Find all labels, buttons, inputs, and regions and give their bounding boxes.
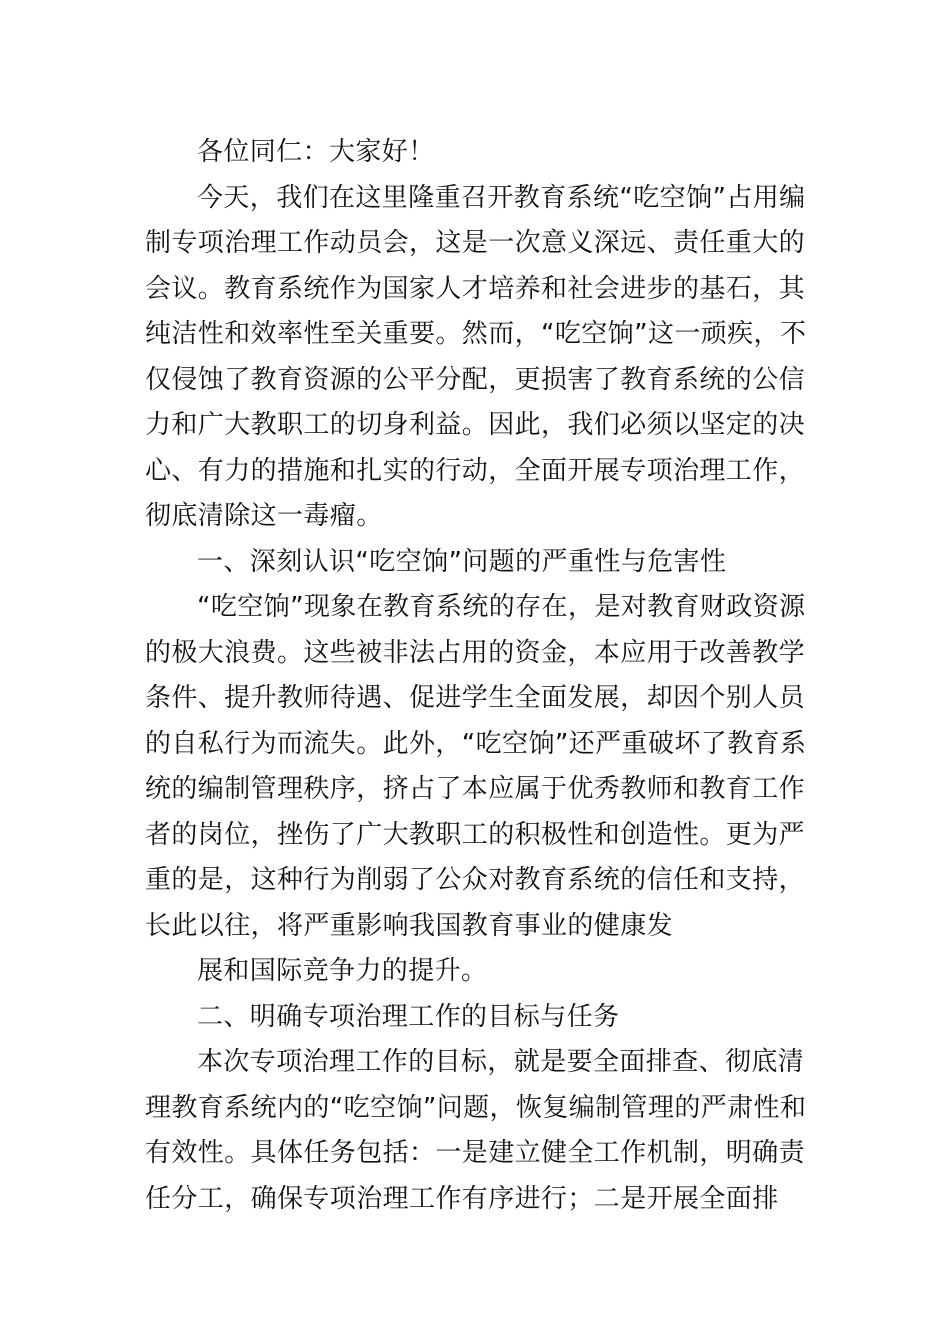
paragraph-line: 彻底清除这一毒瘤。 — [145, 501, 383, 531]
paragraph-line: 今天，我们在这里隆重召开教育系统“吃空饷”占用编 — [197, 182, 806, 213]
paragraph-line: 制专项治理工作动员会，这是一次意义深远、责任重大的 — [145, 228, 806, 258]
paragraph-line: 纯洁性和效率性至关重要。然而，“吃空饷”这一顽疾，不 — [145, 319, 807, 349]
paragraph-line: 的极大浪费。这些被非法占用的资金，本应用于改善教学 — [145, 637, 806, 668]
paragraph-line: 心、有力的措施和扎实的行动，全面开展专项治理工作， — [145, 455, 806, 486]
paragraph-line: 有效性。具体任务包括：一是建立健全工作机制，明确责 — [145, 1138, 806, 1168]
greeting-line: 各位同仁：大家好！ — [197, 137, 435, 167]
paragraph-line: 会议。教育系统作为国家人才培养和社会进步的基石，其 — [145, 273, 806, 304]
paragraph-line: 展和国际竞争力的提升。 — [197, 956, 488, 986]
paragraph-line: 长此以往，将严重影响我国教育事业的健康发 — [145, 910, 674, 941]
section-heading-1: 一、深刻认识“吃空饷”问题的严重性与危害性 — [197, 546, 727, 577]
paragraph-line: 仅侵蚀了教育资源的公平分配，更损害了教育系统的公信 — [145, 364, 806, 395]
paragraph-line: 力和广大教职工的切身利益。因此，我们必须以坚定的决 — [145, 410, 806, 440]
section-heading-2: 二、明确专项治理工作的目标与任务 — [197, 1001, 620, 1032]
document-body — [145, 130, 807, 1222]
paragraph-line: “吃空饷”现象在教育系统的存在，是对教育财政资源 — [197, 592, 806, 622]
paragraph-line: 者的岗位，挫伤了广大教职工的积极性和创造性。更为严 — [145, 819, 806, 850]
paragraph-line: 重的是，这种行为削弱了公众对教育系统的信任和支持， — [145, 865, 806, 895]
paragraph-line: 本次专项治理工作的目标，就是要全面排查、彻底清 — [197, 1047, 805, 1077]
paragraph-line: 的自私行为而流失。此外，“吃空饷”还严重破坏了教育系 — [145, 728, 807, 759]
paragraph-line: 条件、提升教师待遇、促进学生全面发展，却因个别人员 — [145, 683, 806, 713]
paragraph-line: 统的编制管理秩序，挤占了本应属于优秀教师和教育工作 — [145, 774, 806, 804]
paragraph-line: 理教育系统内的“吃空饷”问题，恢复编制管理的严肃性和 — [145, 1092, 807, 1123]
paragraph-line: 任分工，确保专项治理工作有序进行；二是开展全面排 — [145, 1183, 779, 1214]
